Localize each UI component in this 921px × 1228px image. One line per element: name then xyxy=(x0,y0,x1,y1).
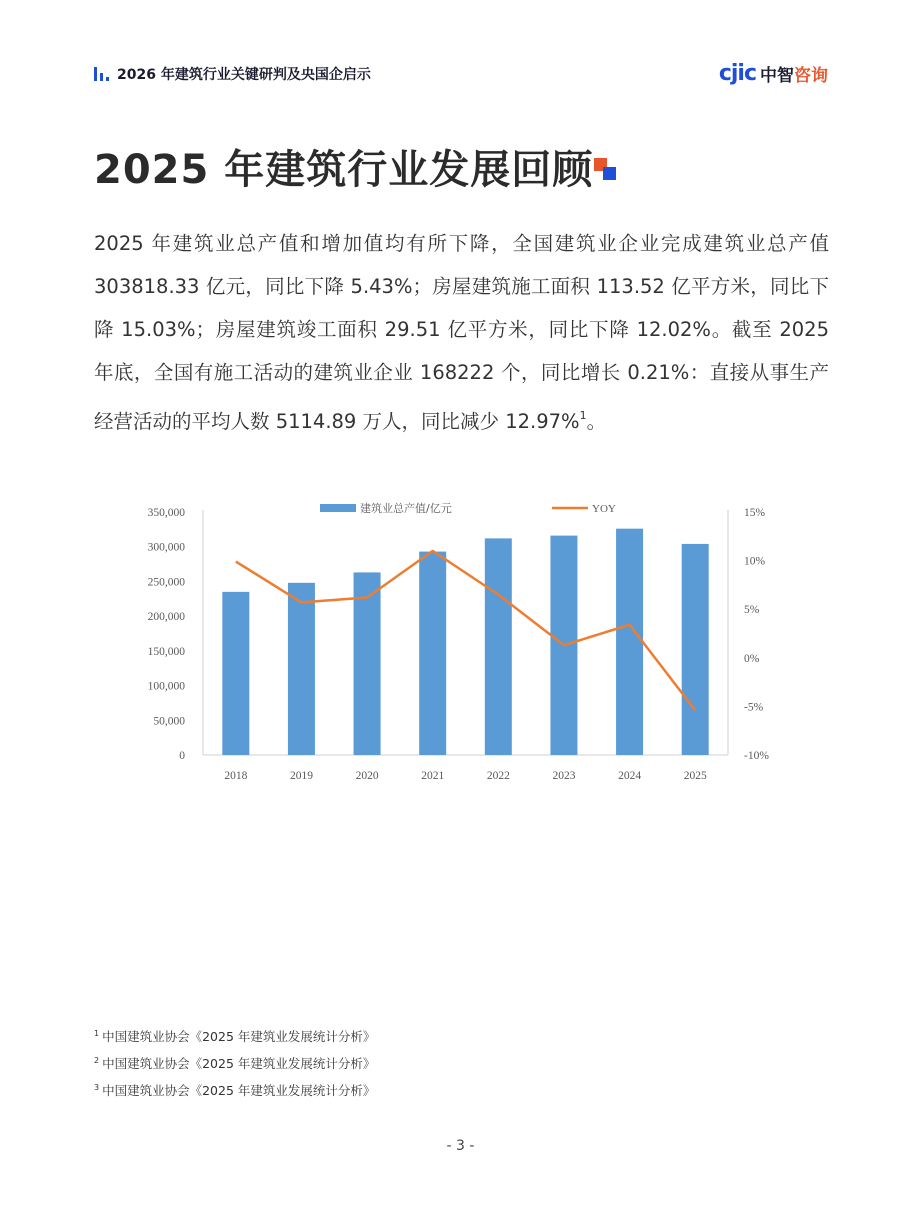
title-decoration-icon xyxy=(594,158,620,184)
footnote: $^1$ 中国建筑业协会《2025 年建筑业发展统计分析》 xyxy=(94,1029,376,1044)
y-left-tick-label: 200,000 xyxy=(147,611,185,624)
chart-legend xyxy=(320,501,616,515)
bar xyxy=(354,572,381,755)
y-right-tick-label: 0% xyxy=(744,652,760,665)
y-right-tick-label: -5% xyxy=(744,701,764,714)
footnote: $^3$ 中国建筑业协会《2025 年建筑业发展统计分析》 xyxy=(94,1083,376,1098)
x-tick-label: 2024 xyxy=(618,770,642,782)
y-left-tick-label: 100,000 xyxy=(147,680,185,693)
bar xyxy=(485,538,512,755)
footnotes xyxy=(94,1022,375,1103)
y-right-tick-label: -10% xyxy=(744,750,769,762)
section-title: 2025 年建筑行业发展回顾 xyxy=(94,147,594,193)
bar xyxy=(419,552,446,755)
page-header xyxy=(93,62,828,90)
legend-label-line: YOY xyxy=(592,503,616,515)
footnote: $^2$ 中国建筑业协会《2025 年建筑业发展统计分析》 xyxy=(94,1056,376,1071)
y-right-tick-label: 15% xyxy=(744,507,766,519)
y-right-tick-label: 5% xyxy=(744,604,760,617)
y-left-tick-label: 350,000 xyxy=(147,507,185,519)
body-paragraph: 2025 年建筑业总产值和增加值均有所下降，全国建筑业企业完成建筑业总产值 303818.33 亿元，同比下降 5.43%；房屋建筑施工面积 113.52 亿平方米，同比下降 15.03%；房屋建筑竣工面积 29.51 亿平方米，同比下降 12.02%。截至 2025 年底，全国有施工活动的建筑业企业 168222 个，同比增长 0.21%：直接从事生产经营活动的平均人数 5114.89 万人，同比减少 12.97%$^1$。 xyxy=(94,232,829,433)
output-value-chart xyxy=(110,494,810,794)
y-right-tick-label: 10% xyxy=(744,555,766,568)
x-tick-label: 2019 xyxy=(289,770,313,782)
company-logo xyxy=(719,60,828,86)
x-tick-label: 2025 xyxy=(683,770,707,782)
bar xyxy=(682,544,709,755)
bar xyxy=(616,529,643,755)
y-left-tick-label: 300,000 xyxy=(147,541,185,554)
logo-mark: cjic xyxy=(718,60,756,86)
x-tick-label: 2022 xyxy=(486,770,510,782)
logo-text: 中智咨询 xyxy=(760,65,828,86)
bar xyxy=(288,583,315,755)
y-left-tick-label: 50,000 xyxy=(153,715,185,728)
page-number: - 3 - xyxy=(446,1138,475,1154)
y-left-tick-label: 250,000 xyxy=(147,576,185,589)
report-title: 2026 年建筑行业关键研判及央国企启示 xyxy=(117,67,371,83)
x-tick-label: 2018 xyxy=(224,770,248,782)
x-tick-label: 2021 xyxy=(421,770,445,782)
bar xyxy=(222,592,249,755)
y-left-tick-label: 0 xyxy=(179,750,185,762)
bar-chart-icon xyxy=(93,65,111,83)
x-tick-label: 2023 xyxy=(552,770,576,782)
chart-bars xyxy=(222,529,708,755)
x-tick-label: 2020 xyxy=(355,770,379,782)
footnote-ref: 1 xyxy=(579,409,587,422)
y-left-tick-label: 150,000 xyxy=(147,645,185,658)
legend-label-bars: 建筑业总产值/亿元 xyxy=(360,502,452,515)
legend-swatch-bars xyxy=(320,504,356,512)
